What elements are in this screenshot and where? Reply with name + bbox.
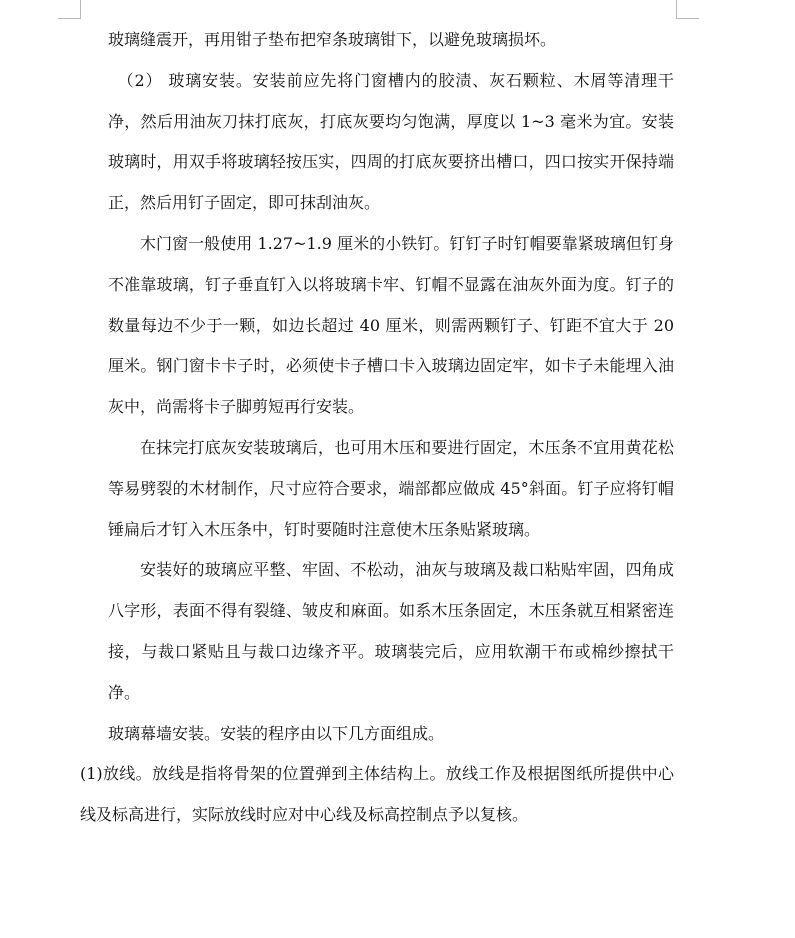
paragraph-4: 在抹完打底灰安装玻璃后，也可用木压和要进行固定，木压条不宜用黄花松等易劈裂的木材制作，尺寸应符合要求，端部都应做成 45°斜面。钉子应将钉帽锤扁后才钉入木压条中，钉时要随时注意使木压条贴紧玻璃。 (108, 437, 674, 539)
paragraph-6: 玻璃幕墙安装。安装的程序由以下几方面组成。 (108, 723, 445, 743)
paragraph-7: (1)放线。放线是指将骨架的位置弹到主体结构上。放线工作及根据图纸所提供中心线及标高进行，实际放线时应对中心线及标高控制点予以复核。 (80, 764, 674, 825)
document-body (80, 20, 674, 836)
paragraph-2: （2） 玻璃安装。安装前应先将门窗槽内的胶渍、灰石颗粒、木屑等清理干净，然后用油灰刀抹打底灰，打底灰要均匀饱满，厚度以 1~3 毫米为宜。安装玻璃时，用双手将玻璃轻按压实，四周的打底灰要挤出槽口，四口按实开保持端正，然后用钉子固定，即可抹刮油灰。 (108, 70, 674, 213)
paragraph-5: 安装好的玻璃应平整、牢固、不松动，油灰与玻璃及裁口粘贴牢固，四角成八字形，表面不得有裂缝、皱皮和麻面。如系木压条固定，木压条就互相紧密连接，与裁口紧贴且与裁口边缘齐平。玻璃装完后，应用软潮干布或棉纱擦拭干净。 (108, 560, 674, 702)
paragraph-1: 玻璃缝震开，再用钳子垫布把窄条玻璃钳下，以避免玻璃损坏。 (108, 30, 557, 49)
top-right-crop-mark (676, 0, 699, 19)
top-left-crop-mark (58, 0, 81, 19)
paragraph-3: 木门窗一般使用 1.27~1.9 厘米的小铁钉。钉钉子时钉帽要靠紧玻璃但钉身不准靠玻璃，钉子垂直钉入以将玻璃卡牢、钉帽不显露在油灰外面为度。钉子的数量每边不少于一颗，如边长超过 40 厘米，则需两颗钉子、钉距不宜大于 20 厘米。钢门窗卡卡子时，必须使卡子槽口卡入玻璃边固定牢，如卡子未能埋入油灰中，尚需将卡子脚剪短再行安装。 (108, 233, 674, 417)
